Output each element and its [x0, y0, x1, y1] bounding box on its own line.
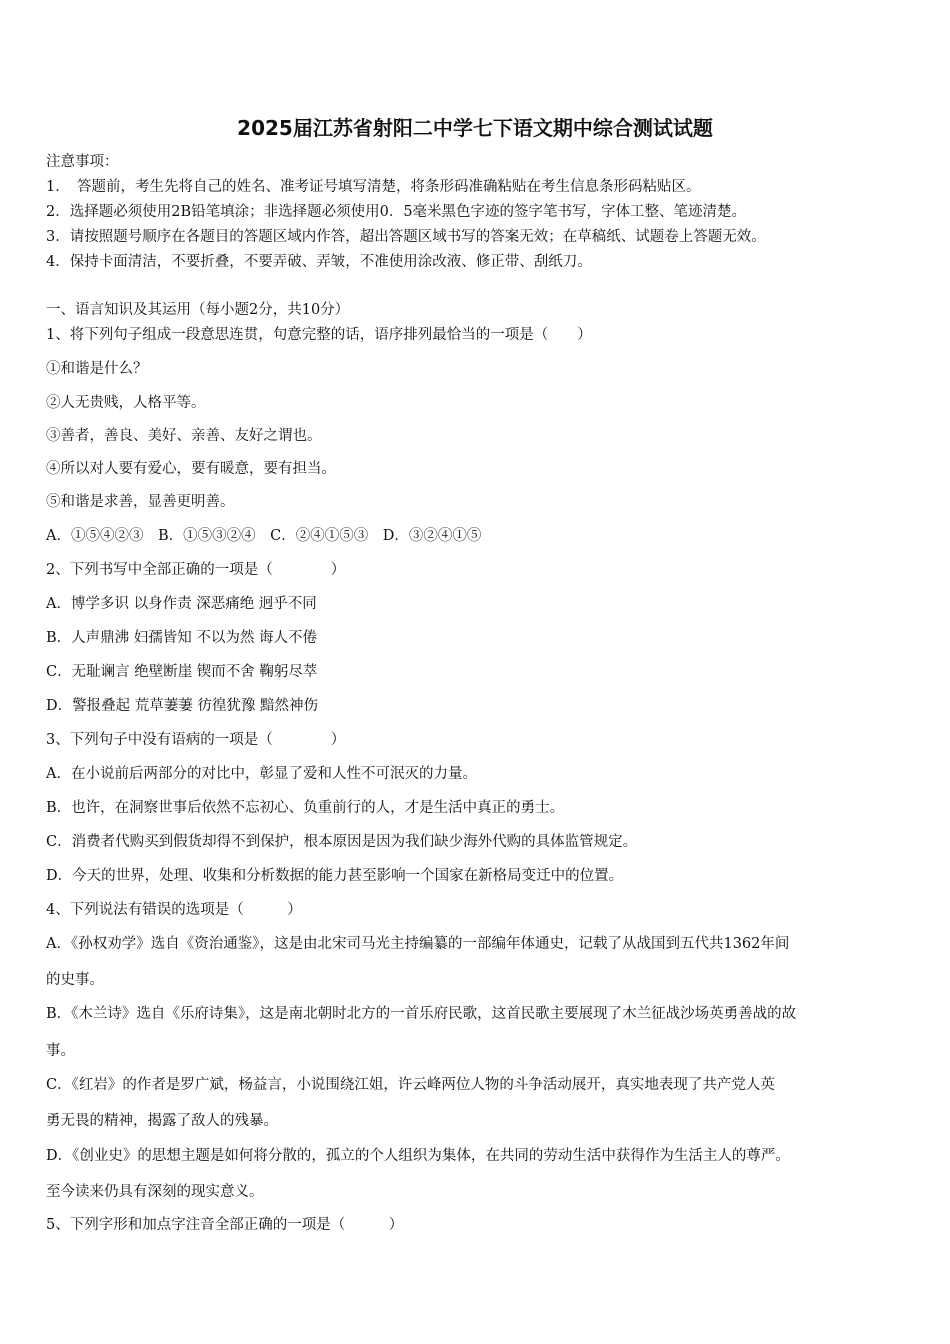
question-4-stem: 4、下列说法有错误的选项是（ ） — [46, 902, 302, 918]
section-heading: 一、语言知识及其运用（每小题2分，共10分） — [46, 302, 350, 318]
question-4-line: D．《创业史》的思想主题是如何将分散的，孤立的个人组织为集体，在共同的劳动生活中获得作为生活主人的尊严。 — [46, 1148, 790, 1164]
notice-heading: 注意事项： — [46, 154, 119, 170]
question-4-line: B．《木兰诗》选自《乐府诗集》，这是南北朝时北方的一首乐府民歌，这首民歌主要展现了木兰征战沙场英勇善战的故 — [46, 1006, 797, 1022]
notice-item: 3．请按照题号顺序在各题目的答题区域内作答，超出答题区域书写的答案无效；在草稿纸、试题卷上答题无效。 — [46, 229, 766, 245]
question-4-line: 的史事。 — [46, 972, 104, 988]
question-2-option: C．无耻谰言 绝壁断崖 锲而不舍 鞠躬尽萃 — [46, 664, 318, 680]
question-4-line: C．《红岩》的作者是罗广斌，杨益言，小说围绕江姐，许云峰两位人物的斗争活动展开，真实地表现了共产党人英 — [46, 1077, 775, 1093]
question-1-sentence: ④所以对人要有爱心，要有暖意，要有担当。 — [46, 461, 336, 477]
question-4-line: A．《孙权劝学》选自《资治通鉴》，这是由北宋司马光主持编纂的一部编年体通史，记载了从战国到五代共1362年间 — [46, 936, 790, 952]
notice-item: 1． 答题前，考生先将自己的姓名、准考证号填写清楚，将条形码准确粘贴在考生信息条形码粘贴区。 — [46, 179, 701, 195]
question-3-stem: 3、下列句子中没有语病的一项是（ ） — [46, 732, 346, 748]
question-1-sentence: ②人无贵贱，人格平等。 — [46, 395, 206, 411]
question-2-option: B．人声鼎沸 妇孺皆知 不以为然 诲人不倦 — [46, 630, 317, 646]
notice-item: 4．保持卡面清洁，不要折叠，不要弄破、弄皱，不准使用涂改液、修正带、刮纸刀。 — [46, 254, 592, 270]
question-3-option: D．今天的世界，处理、收集和分析数据的能力甚至影响一个国家在新格局变迁中的位置。 — [46, 868, 624, 884]
question-4-line: 勇无畏的精神，揭露了敌人的残暴。 — [46, 1113, 278, 1129]
question-2-stem: 2、下列书写中全部正确的一项是（ ） — [46, 562, 346, 578]
question-1-sentence: ③善者，善良、美好、亲善、友好之谓也。 — [46, 428, 322, 444]
question-1-sentence: ⑤和谐是求善，显善更明善。 — [46, 494, 235, 510]
notice-item: 2．选择题必须使用2B铅笔填涂；非选择题必须使用0．5毫米黑色字迹的签字笔书写，字体工整、笔迹清楚。 — [46, 204, 747, 220]
question-3-option: B．也许，在洞察世事后依然不忘初心、负重前行的人，才是生活中真正的勇士。 — [46, 800, 565, 816]
question-1-options: A．①⑤④②③ B．①⑤③②④ C．②④①⑤③ D．③②④①⑤ — [46, 528, 482, 544]
question-2-option: A．博学多识 以身作责 深恶痛绝 迥乎不同 — [46, 596, 317, 612]
question-3-option: C．消费者代购买到假货却得不到保护，根本原因是因为我们缺少海外代购的具体监管规定。 — [46, 834, 638, 850]
question-4-line: 至今读来仍具有深刻的现实意义。 — [46, 1184, 264, 1200]
question-3-option: A．在小说前后两部分的对比中，彰显了爱和人性不可泯灭的力量。 — [46, 766, 477, 782]
page-title: 2025届江苏省射阳二中学七下语文期中综合测试试题 — [237, 116, 713, 140]
question-1-stem: 1、将下列句子组成一段意思连贯，句意完整的话，语序排列最恰当的一项是（ ） — [46, 327, 592, 343]
question-2-option: D．警报叠起 荒草萋萋 彷徨犹豫 黯然神伤 — [46, 698, 318, 714]
question-5-stem: 5、下列字形和加点字注音全部正确的一项是（ ） — [46, 1217, 404, 1233]
question-4-line: 事。 — [46, 1043, 75, 1059]
question-1-sentence: ①和谐是什么？ — [46, 361, 148, 377]
